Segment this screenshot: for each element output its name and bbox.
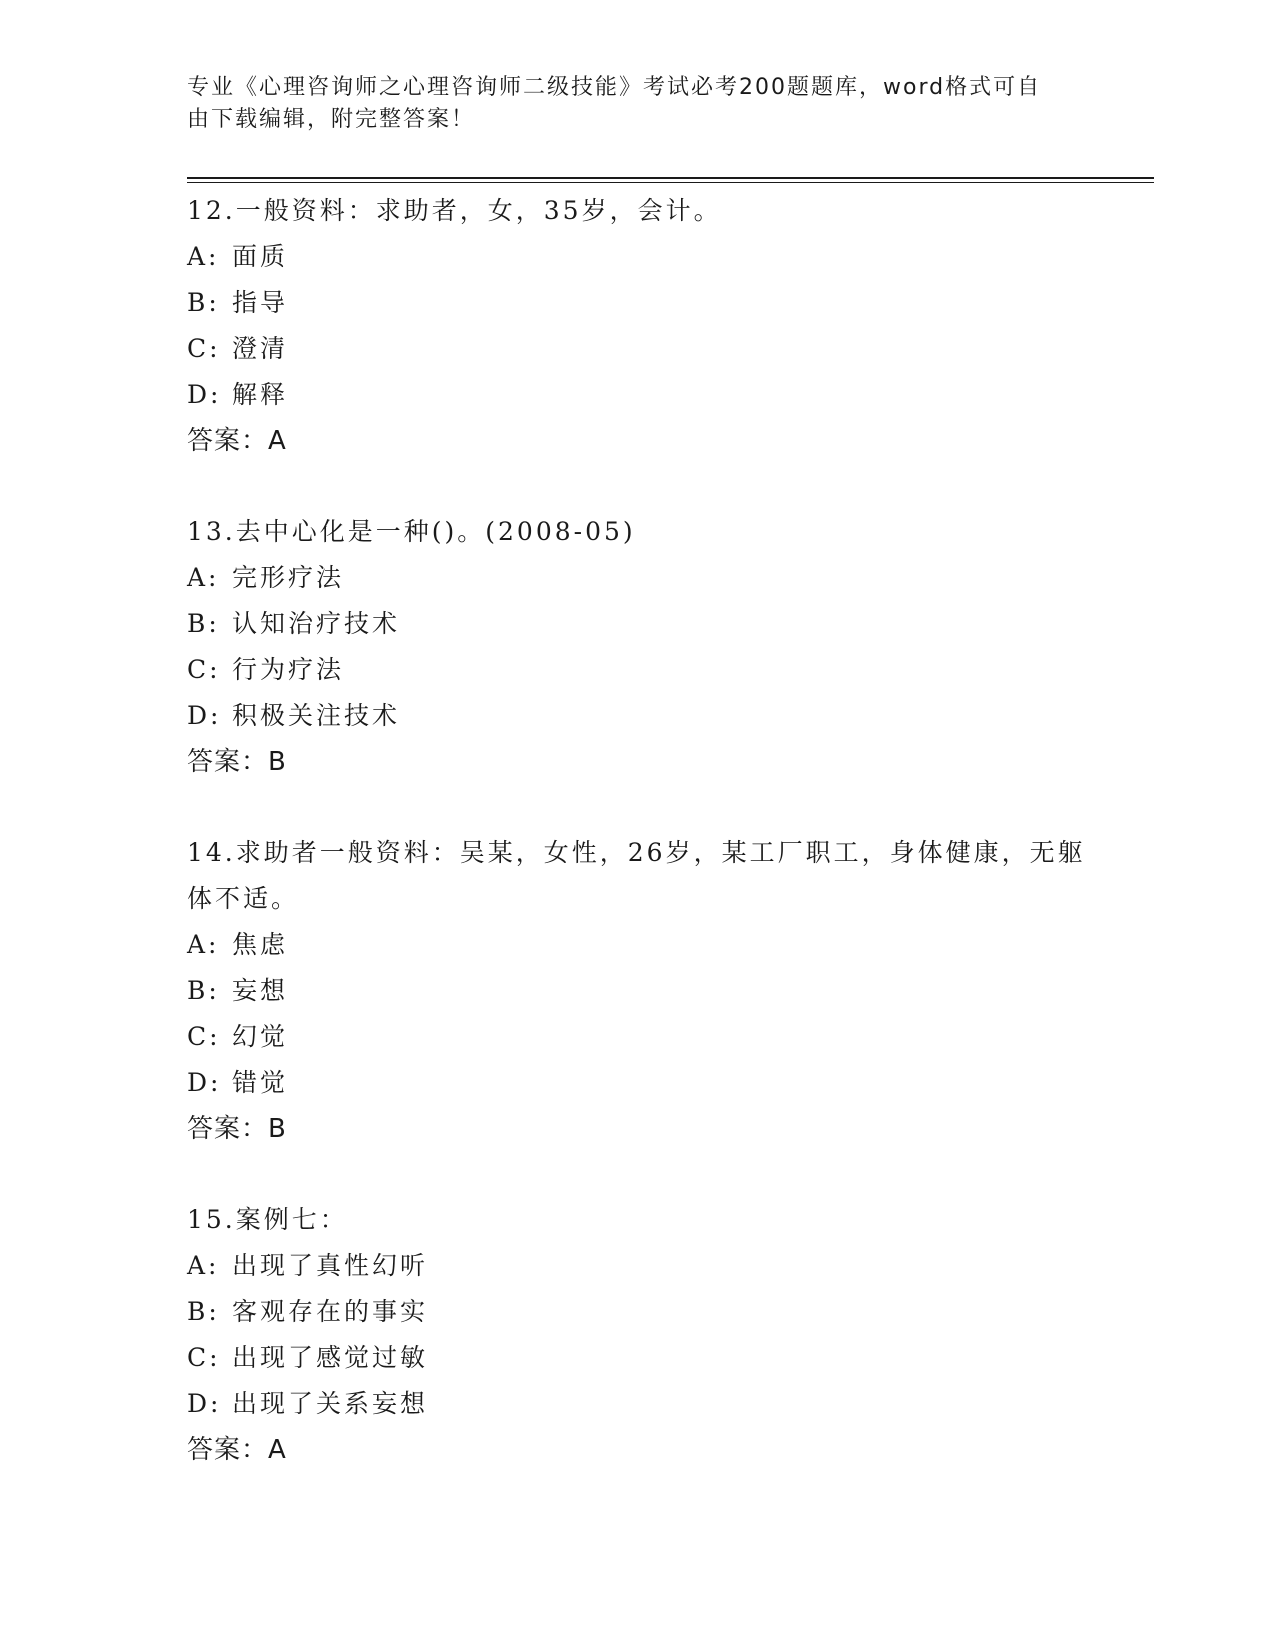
option-key: B: bbox=[187, 609, 220, 638]
header-divider-thin bbox=[187, 182, 1154, 183]
option-c bbox=[187, 326, 1087, 372]
option-text: 幻觉 bbox=[232, 1022, 289, 1051]
option-a bbox=[187, 555, 1087, 601]
option-d bbox=[187, 1060, 1087, 1106]
option-b bbox=[187, 968, 1087, 1014]
option-key: A: bbox=[187, 563, 220, 592]
option-b bbox=[187, 280, 1087, 326]
header-line-1: 专业《心理咨询师之心理咨询师二级技能》考试必考200题题库，word格式可自 bbox=[187, 75, 1042, 100]
option-text: 完形疗法 bbox=[232, 563, 345, 592]
option-key: A: bbox=[187, 1251, 220, 1280]
option-text: 错觉 bbox=[232, 1068, 289, 1097]
option-c bbox=[187, 647, 1087, 693]
option-text: 行为疗法 bbox=[232, 655, 345, 684]
option-c bbox=[187, 1014, 1087, 1060]
option-text: 积极关注技术 bbox=[232, 701, 401, 730]
question-stem: 15.案例七： bbox=[187, 1205, 348, 1234]
header-divider-thick bbox=[187, 177, 1154, 179]
option-text: 客观存在的事实 bbox=[232, 1297, 429, 1326]
option-key: D: bbox=[187, 1068, 222, 1097]
option-key: D: bbox=[187, 701, 222, 730]
option-text: 出现了感觉过敏 bbox=[232, 1343, 429, 1372]
option-key: B: bbox=[187, 976, 220, 1005]
option-key: A: bbox=[187, 242, 220, 271]
option-a bbox=[187, 234, 1087, 280]
question-14 bbox=[187, 830, 1087, 1152]
question-12 bbox=[187, 188, 1087, 464]
option-d bbox=[187, 372, 1087, 418]
document-header bbox=[187, 72, 1067, 136]
option-key: C: bbox=[187, 334, 221, 363]
option-text: 出现了真性幻听 bbox=[232, 1251, 429, 1280]
option-text: 出现了关系妄想 bbox=[232, 1389, 429, 1418]
option-key: B: bbox=[187, 288, 220, 317]
option-b bbox=[187, 601, 1087, 647]
option-b bbox=[187, 1289, 1087, 1335]
option-d bbox=[187, 693, 1087, 739]
question-stem: 12.一般资料：求助者，女，35岁，会计。 bbox=[187, 196, 722, 225]
option-key: B: bbox=[187, 1297, 220, 1326]
header-line-2: 由下载编辑，附完整答案！ bbox=[187, 107, 476, 132]
option-a bbox=[187, 1243, 1087, 1289]
option-key: D: bbox=[187, 1389, 222, 1418]
answer-line: 答案：B bbox=[187, 747, 287, 777]
option-c bbox=[187, 1335, 1087, 1381]
option-text: 澄清 bbox=[232, 334, 289, 363]
question-stem: 14.求助者一般资料：吴某，女性，26岁，某工厂职工，身体健康，无躯体不适。 bbox=[187, 838, 1086, 913]
option-text: 认知治疗技术 bbox=[232, 609, 401, 638]
question-13 bbox=[187, 509, 1087, 785]
option-text: 面质 bbox=[232, 242, 289, 271]
question-15 bbox=[187, 1197, 1087, 1473]
option-text: 指导 bbox=[232, 288, 289, 317]
question-stem: 13.去中心化是一种()。(2008-05) bbox=[187, 517, 636, 546]
option-text: 解释 bbox=[232, 380, 289, 409]
option-d bbox=[187, 1381, 1087, 1427]
option-a bbox=[187, 922, 1087, 968]
option-key: A: bbox=[187, 930, 220, 959]
option-key: C: bbox=[187, 1343, 221, 1372]
option-key: C: bbox=[187, 1022, 221, 1051]
option-key: C: bbox=[187, 655, 221, 684]
option-text: 妄想 bbox=[232, 976, 289, 1005]
option-key: D: bbox=[187, 380, 222, 409]
option-text: 焦虑 bbox=[232, 930, 289, 959]
answer-line: 答案：A bbox=[187, 1435, 287, 1465]
answer-line: 答案：A bbox=[187, 426, 287, 456]
answer-line: 答案：B bbox=[187, 1114, 287, 1144]
question-list bbox=[187, 188, 1087, 1518]
